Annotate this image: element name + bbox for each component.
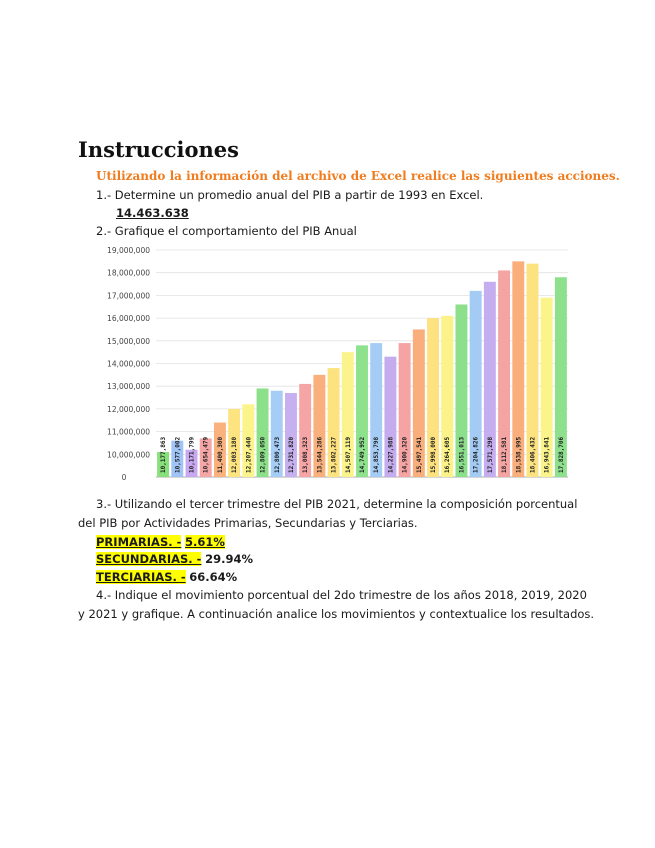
y-tick-label: 19,000,000 xyxy=(107,246,150,255)
data-label: 12,207,440 xyxy=(245,436,253,473)
data-label: 14,853,798 xyxy=(373,436,381,473)
y-tick-label: 16,000,000 xyxy=(107,314,150,324)
data-label: 15,497,541 xyxy=(415,436,423,473)
data-label: 10,171,799 xyxy=(188,436,196,473)
data-label: 12,800,473 xyxy=(273,436,281,473)
result-terciarias-value: 66.64% xyxy=(189,570,238,584)
y-tick-label: 10,000,000 xyxy=(107,450,150,460)
y-tick-label: 15,000,000 xyxy=(107,336,150,346)
page-title: Instrucciones xyxy=(78,137,239,162)
item-4-line-1: 4.- Indique el movimiento porcentual del 2do trimestre de los años 2018, 2019, 2020 xyxy=(96,588,587,602)
result-terciarias xyxy=(96,570,237,584)
data-label: 13,008,323 xyxy=(302,436,310,473)
data-label: 14,900,320 xyxy=(401,436,409,473)
result-terciarias-label: TERCIARIAS. - xyxy=(96,570,186,584)
item-1-text: 1.- Determine un promedio anual del PIB a partir de 1993 en Excel. xyxy=(96,188,484,202)
data-label: 14,507,119 xyxy=(344,436,352,473)
data-label: 11,400,300 xyxy=(216,436,224,473)
y-tick-label: 18,000,000 xyxy=(107,268,150,278)
data-label: 12,731,820 xyxy=(287,436,295,473)
item-4-line-2: y 2021 y grafique. A continuación analice los movimientos y contextualice los resultados. xyxy=(78,607,595,621)
y-tick-label: 0 xyxy=(121,473,127,482)
item-3-line-1: 3.- Utilizando el tercer trimestre del PIB 2021, determine la composición porcentual xyxy=(96,497,578,511)
data-label: 18,112,581 xyxy=(501,436,509,473)
data-label: 12,003,180 xyxy=(231,436,239,473)
result-primarias-value: 5.61% xyxy=(185,535,225,549)
data-label: 13,802,227 xyxy=(330,436,338,473)
data-label: 18,406,432 xyxy=(529,436,537,473)
data-label: 17,204,826 xyxy=(472,436,480,473)
data-label: 14,227,988 xyxy=(387,436,395,473)
data-label: 15,998,000 xyxy=(430,436,438,473)
data-label: 14,749,952 xyxy=(359,436,366,473)
item-1-answer: 14.463.638 xyxy=(116,206,189,220)
data-label: 18,538,995 xyxy=(515,436,523,473)
instructions-subtitle: Utilizando la información del archivo de Excel realice las siguientes acciones. xyxy=(96,169,620,183)
item-2-text: 2.- Grafique el comportamiento del PIB Anual xyxy=(96,224,357,238)
data-label: 10,654,479 xyxy=(202,436,210,473)
y-tick-label: 11,000,000 xyxy=(107,427,150,437)
y-tick-label: 17,000,000 xyxy=(107,291,150,301)
result-primarias xyxy=(96,535,225,549)
data-label: 17,571,298 xyxy=(486,436,494,473)
result-secundarias-label: SECUNDARIAS. - xyxy=(96,552,202,566)
result-secundarias xyxy=(96,552,253,566)
data-label: 10,177,863 xyxy=(160,436,168,473)
data-label: 16,264,605 xyxy=(444,436,452,473)
data-label: 16,551,013 xyxy=(458,436,466,473)
item-3-line-2: del PIB por Actividades Primarias, Secundarias y Terciarias. xyxy=(78,516,418,530)
data-label: 10,577,002 xyxy=(174,436,182,473)
y-tick-label: 14,000,000 xyxy=(107,359,150,369)
data-label: 16,943,841 xyxy=(543,436,551,473)
pib-bar-chart xyxy=(90,242,570,492)
y-tick-label: 12,000,000 xyxy=(107,404,150,414)
data-label: 17,828,706 xyxy=(557,436,565,473)
result-primarias-label: PRIMARIAS. - xyxy=(96,535,182,549)
data-label: 13,544,286 xyxy=(316,436,324,473)
data-label: 12,809,050 xyxy=(259,436,267,473)
result-secundarias-value: 29.94% xyxy=(205,552,254,566)
y-tick-label: 13,000,000 xyxy=(107,382,150,392)
